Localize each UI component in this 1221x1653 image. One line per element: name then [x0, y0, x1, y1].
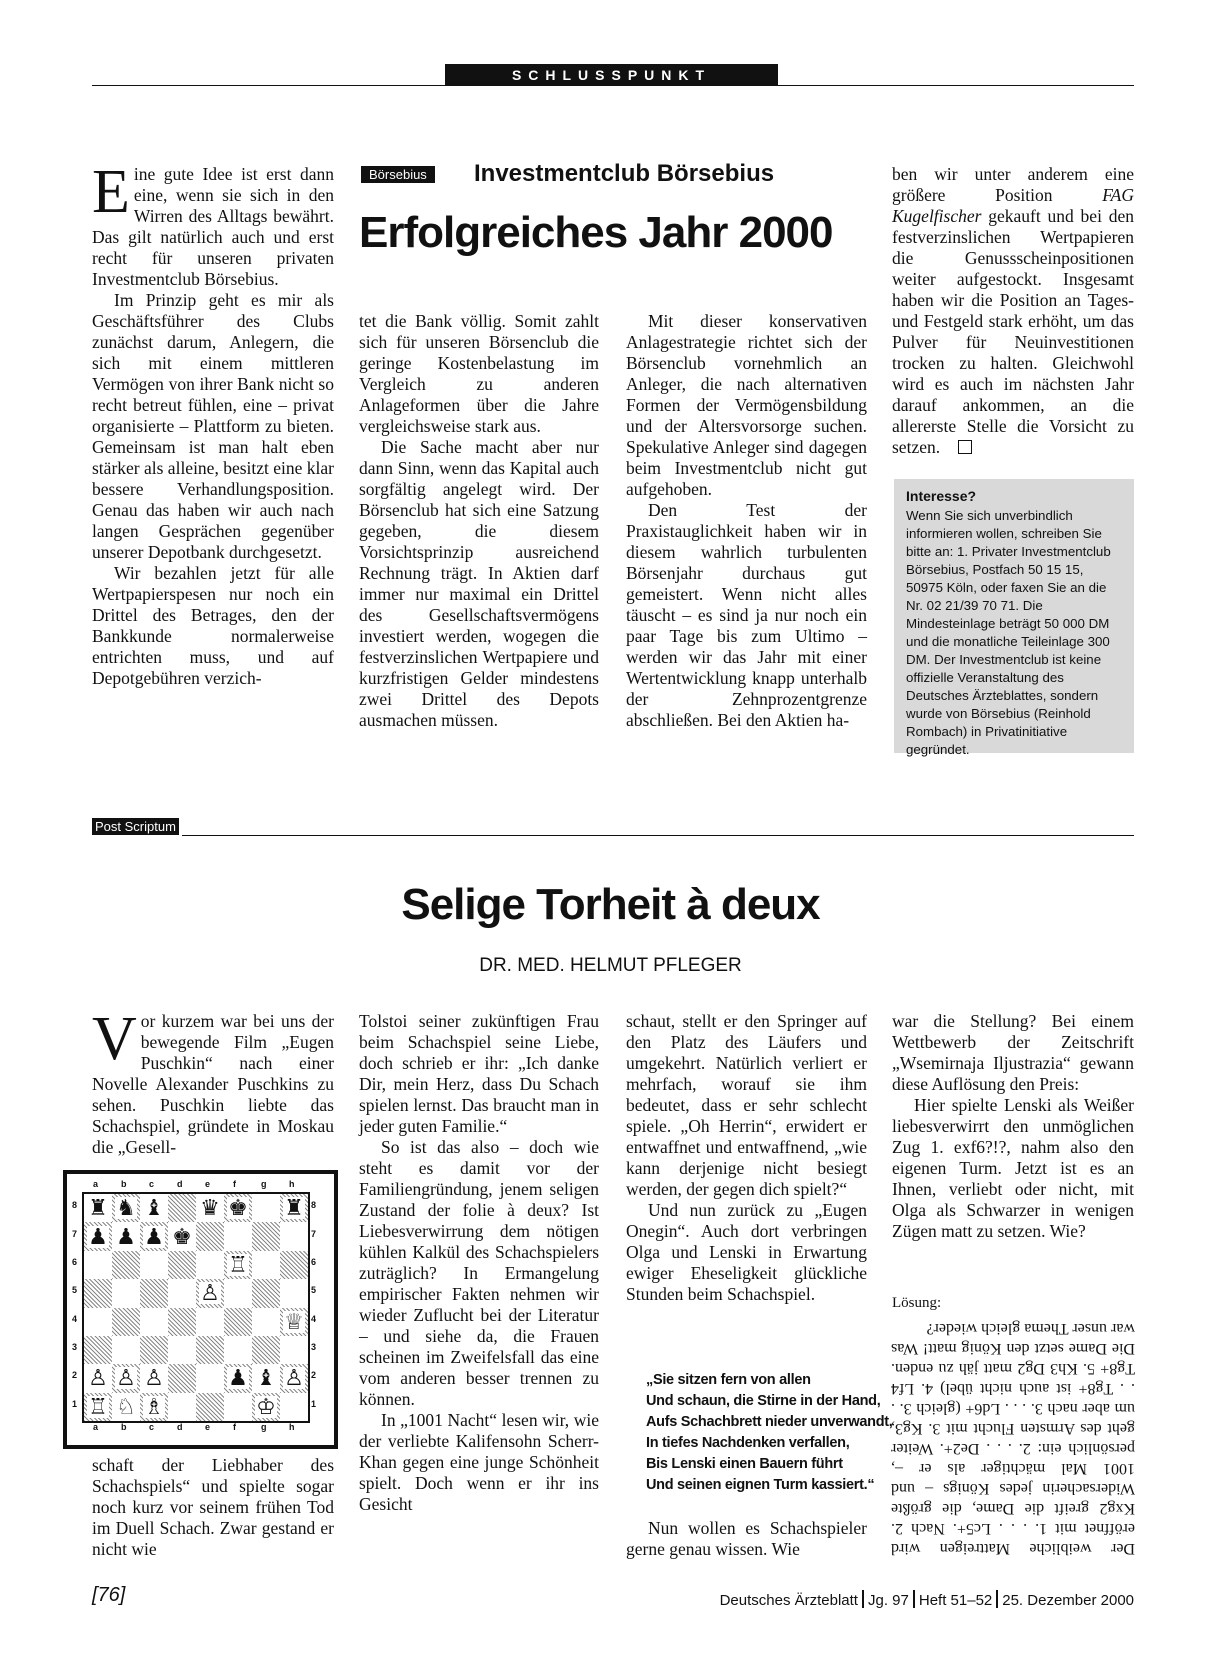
file-label: e: [205, 1179, 211, 1189]
board-square-f7: [224, 1222, 252, 1250]
chess-piece-icon: ♟: [144, 1223, 164, 1249]
journal-name: Deutsches Ärzteblatt: [719, 1592, 858, 1609]
info-text: Wenn Sie sich unverbindlich informieren wollen, schreiben Sie bitte an: 1. Privater Investmentclub Börsebius, Postfach 50 15 15, 50975 Köln, oder faxen Sie an die Nr. 02 21/39 70 71. Die Mindesteinlage beträgt 50 000 DM und die monatliche Teileinlage 300 DM. Der Investmentclub ist keine offizielle Veranstaltung des Deutsches Ärzteblattes, sondern wurde von Börsebius (Reinhold Rombach) in Privatinitiative gegründet.: [906, 508, 1111, 757]
paragraph: Die Sache macht aber nur dann Sinn, wenn das Kapital auch sorgfältig angelegt wird. Der Börsenclub hat sich eine Satzung gegeben, die diesem Vorsichtsprinzip ausreichend Rechnung trägt. In Aktien darf immer nur maximal ein Drittel des Gesellschaftsvermögens investiert werden, wogegen die festverzinslichen Wertpapiere und kurzfristigen Gelder mindestens zwei Drittel des Depots ausmachen müssen.: [359, 437, 599, 730]
info-box: [894, 479, 1134, 757]
poem: [646, 1370, 893, 1496]
section-rule: [182, 835, 1134, 836]
board-square-a2: [84, 1364, 112, 1392]
issue: Heft 51–52: [918, 1592, 993, 1609]
file-label: g: [261, 1422, 267, 1432]
section-label: SCHLUSSPUNKT: [445, 64, 778, 86]
volume: Jg. 97: [867, 1592, 909, 1609]
file-label: a: [93, 1422, 99, 1432]
article2-col1-cont: [92, 1455, 334, 1560]
footer-info: [720, 1590, 1134, 1609]
board-square-e7: [196, 1222, 224, 1250]
chess-piece-icon: ♟: [116, 1223, 136, 1249]
board-square-h5: [280, 1279, 308, 1307]
rank-label: 5: [311, 1285, 317, 1296]
article2-tag: Post Scriptum: [92, 818, 179, 835]
file-label: b: [121, 1179, 127, 1189]
board-square-f4: [224, 1308, 252, 1336]
board-square-h3: [280, 1336, 308, 1364]
poem-line: In tiefes Nachdenken verfallen,: [646, 1435, 850, 1451]
file-label: b: [121, 1422, 127, 1432]
board-square-e5: [196, 1279, 224, 1307]
board-square-a8: [84, 1194, 112, 1222]
board-square-e2: [196, 1364, 224, 1392]
board-square-e4: [196, 1308, 224, 1336]
dropcap: E: [92, 158, 130, 226]
board-square-f8: [224, 1194, 252, 1222]
board-square-g2: [252, 1364, 280, 1392]
article1-col4: [892, 164, 1134, 458]
rank-label: 8: [311, 1200, 317, 1211]
board-square-d1: [168, 1393, 196, 1421]
board-square-a7: [84, 1222, 112, 1250]
board-square-b3: [112, 1336, 140, 1364]
file-label: c: [149, 1179, 155, 1189]
board-square-e6: [196, 1251, 224, 1279]
file-label: f: [233, 1422, 236, 1432]
rank-label: 3: [311, 1342, 317, 1353]
paragraph: tet die Bank völlig. Somit zahlt sich für unseren Börsenclub die geringe Kostenbelastung im Vergleich zu anderen Anlageformen über die Jahre vergleichsweise stark aus.: [359, 311, 599, 436]
board-square-c7: [140, 1222, 168, 1250]
board-square-h1: [280, 1393, 308, 1421]
board-square-b2: [112, 1364, 140, 1392]
board-square-h8: [280, 1194, 308, 1222]
article2-headline: Selige Torheit à deux: [401, 880, 820, 929]
rank-label: 5: [72, 1285, 78, 1296]
board-square-f1: [224, 1393, 252, 1421]
file-label: a: [93, 1179, 99, 1189]
date: 25. Dezember 2000: [1002, 1592, 1134, 1609]
board-square-a3: [84, 1336, 112, 1364]
chess-board: [82, 1192, 310, 1423]
board-square-b7: [112, 1222, 140, 1250]
board-square-a4: [84, 1308, 112, 1336]
rank-label: 7: [311, 1228, 317, 1239]
file-label: d: [177, 1179, 183, 1189]
poem-line: „Sie sitzen fern von allen: [646, 1372, 811, 1388]
chess-piece-icon: ♖: [88, 1393, 108, 1419]
file-label: h: [289, 1422, 295, 1432]
rank-label: 8: [72, 1200, 78, 1211]
board-square-e1: [196, 1393, 224, 1421]
board-square-h6: [280, 1251, 308, 1279]
rank-label: 3: [72, 1342, 78, 1353]
separator: [862, 1590, 864, 1608]
board-square-d8: [168, 1194, 196, 1222]
paragraph: So ist das also – doch wie steht es damit vor der Familiengründung, jenem seligen Zustand der folie à deux? Ist Liebesverwirrung dem nötigen kühlen Kalkül des Schachspielers zuträglich? In Ermangelung empirischer Fakten nehmen wir wieder Zuflucht bei der Literatur – und siehe da, die Frauen scheinen im Zweifelsfall das eine vom anderen besser trennen zu können.: [359, 1137, 599, 1409]
chess-piece-icon: ♞: [116, 1195, 136, 1221]
board-square-e3: [196, 1336, 224, 1364]
chess-piece-icon: ♙: [284, 1365, 304, 1391]
chess-piece-icon: ♙: [144, 1365, 164, 1391]
article1-tag: Börsebius: [361, 166, 435, 183]
board-square-g7: [252, 1222, 280, 1250]
board-square-g5: [252, 1279, 280, 1307]
chess-piece-icon: ♚: [172, 1223, 192, 1249]
rank-label: 1: [72, 1398, 78, 1409]
rank-label: 2: [72, 1370, 78, 1381]
board-square-g6: [252, 1251, 280, 1279]
chess-piece-icon: ♝: [256, 1365, 276, 1391]
board-square-h7: [280, 1222, 308, 1250]
board-square-c1: [140, 1393, 168, 1421]
board-square-f6: [224, 1251, 252, 1279]
end-mark: [958, 440, 972, 454]
rank-label: 6: [311, 1256, 317, 1267]
board-square-d7: [168, 1222, 196, 1250]
chess-piece-icon: ♝: [144, 1195, 164, 1221]
board-square-b5: [112, 1279, 140, 1307]
text: ben wir unter anderem eine größere Position: [892, 164, 1134, 205]
article1-col3: [626, 311, 867, 731]
paragraph: In „1001 Nacht“ lesen wir, wie der verliebte Kalifensohn Scherr-Khan gegen eine junge Schönheit spielt. Doch wenn er ihr ins Gesicht: [359, 1410, 599, 1514]
chess-piece-icon: ♙: [116, 1365, 136, 1391]
board-square-h4: [280, 1308, 308, 1336]
board-square-a1: [84, 1393, 112, 1421]
info-title: Interesse?: [906, 488, 977, 504]
chess-piece-icon: ♗: [144, 1393, 164, 1419]
chess-piece-icon: ♟: [88, 1223, 108, 1249]
article2-col4: [892, 1011, 1134, 1242]
paragraph: Nun wollen es Schachspieler gerne genau wissen. Wie: [626, 1518, 867, 1559]
rank-label: 2: [311, 1370, 317, 1381]
file-label: h: [289, 1179, 295, 1189]
article1-kicker: Investmentclub Börsebius: [474, 160, 775, 187]
board-square-d5: [168, 1279, 196, 1307]
board-square-e8: [196, 1194, 224, 1222]
board-square-a5: [84, 1279, 112, 1307]
company-name: FAG Kugelfischer: [892, 185, 1134, 226]
poem-line: Bis Lenski einen Bauern führt: [646, 1456, 843, 1472]
board-square-f5: [224, 1279, 252, 1307]
paragraph: schaft der Liebhaber des Schachspiels“ und spielte sogar noch kurz vor seinem frühen Tod im Duell Schach. Zwar gestand er nicht wie: [92, 1455, 334, 1559]
article2-col3: [626, 1011, 867, 1305]
rank-label: 4: [311, 1313, 317, 1324]
paragraph: Und nun zurück zu „Eugen Onegin“. Auch dort verbringen Olga und Lenski in Erwartung ewiger Eheseligkeit glückliche Stunden beim Schachspiel.: [626, 1200, 867, 1304]
board-square-d3: [168, 1336, 196, 1364]
file-label: f: [233, 1179, 236, 1189]
paragraph: ine gute Idee ist erst dann eine, wenn sie sich in den Wirren des Alltags bewährt. Das gilt natürlich auch und erst recht für unseren privaten Investmentclub Börsebius.: [92, 164, 334, 289]
board-square-c6: [140, 1251, 168, 1279]
chess-piece-icon: ♖: [228, 1251, 248, 1277]
article2-col1: [92, 1005, 334, 1158]
board-square-d6: [168, 1251, 196, 1279]
file-label: c: [149, 1422, 155, 1432]
board-square-f3: [224, 1336, 252, 1364]
file-label: d: [177, 1422, 183, 1432]
paragraph: Hier spielte Lenski als Weißer liebesverwirrt den unmöglichen Zug 1. exf6?!?, nahm also den eigenen Turm. Jetzt ist es an Ihnen, verliebt oder nicht, mit Olga als Schwarzer in wenigen Zügen matt zu setzen. Wie?: [892, 1095, 1134, 1241]
board-square-b1: [112, 1393, 140, 1421]
board-square-f2: [224, 1364, 252, 1392]
chess-piece-icon: ♘: [116, 1393, 136, 1419]
board-square-d4: [168, 1308, 196, 1336]
separator: [996, 1590, 998, 1608]
chess-piece-icon: ♙: [88, 1365, 108, 1391]
board-square-c2: [140, 1364, 168, 1392]
paragraph: Wir bezahlen jetzt für alle Wertpapierspesen nur noch ein Drittel des Betrages, den der Bankkunde normalerweise entrichten muss, und auf Depotgebühren verzich-: [92, 563, 334, 688]
paragraph: Mit dieser konservativen Anlagestrategie richtet sich der Börsenclub vornehmlich an Anleger, die nach alternativen Formen der Vermögensbildung und der Altersvorsorge suchen. Spekulative Anleger sind dagegen beim Investmentclub nicht gut aufgehoben.: [626, 311, 867, 499]
board-square-b6: [112, 1251, 140, 1279]
article2-col3-cont: [626, 1518, 867, 1560]
separator: [913, 1590, 915, 1608]
board-square-c4: [140, 1308, 168, 1336]
poem-line: Und seinen eignen Turm kassiert.“: [646, 1477, 875, 1493]
paragraph: Im Prinzip geht es mir als Geschäftsführer des Clubs zunächst darum, Anlegern, die sich mit einem mittleren Vermögen von ihrer Bank nicht so recht betreut fühlen, eine – privat organisierte – Plattform zu bieten. Gemeinsam ist man halt eben stärker als alleine, besitzt eine klar bessere Verhandlungsposition. Genau das haben wir auch nach langen Gesprächen gegenüber unserer Depotbank durchgesetzt.: [92, 290, 334, 562]
chess-piece-icon: ♜: [88, 1195, 108, 1221]
article2-col2: [359, 1011, 599, 1515]
board-square-b8: [112, 1194, 140, 1222]
chess-piece-icon: ♜: [284, 1195, 304, 1221]
rank-label: 1: [311, 1398, 317, 1409]
board-square-c5: [140, 1279, 168, 1307]
article1-col1: [92, 158, 334, 689]
board-square-g4: [252, 1308, 280, 1336]
board-square-c3: [140, 1336, 168, 1364]
rank-label: 4: [72, 1313, 78, 1324]
article1-headline: Erfolgreiches Jahr 2000: [359, 208, 833, 257]
author: DR. MED. HELMUT PFLEGER: [479, 955, 742, 976]
chess-piece-icon: ♔: [256, 1393, 276, 1419]
poem-line: Und schaun, die Stirne in der Hand,: [646, 1393, 881, 1409]
rank-label: 6: [72, 1256, 78, 1267]
file-label: e: [205, 1422, 211, 1432]
paragraph: schaut, stellt er den Springer auf den Platz des Läufers und umgekehrt. Natürlich verliert er mehrfach, worauf sie ihm bedeutet, dass er sehr schlecht spiele. „Oh Herrin“, erwidert er entwaffnet und entwaffnend, „wie kann derjenige nicht besiegt werden, der gegen dich spielt?“: [626, 1011, 867, 1199]
dropcap: V: [92, 1005, 137, 1073]
chess-piece-icon: ♕: [284, 1308, 304, 1334]
solution-label: Lösung:: [892, 1295, 942, 1311]
file-label: g: [261, 1179, 267, 1189]
board-square-d2: [168, 1364, 196, 1392]
chess-piece-icon: ♟: [228, 1365, 248, 1391]
poem-line: Aufs Schachbrett nieder unverwandt,: [646, 1414, 893, 1430]
board-square-a6: [84, 1251, 112, 1279]
chess-piece-icon: ♚: [228, 1195, 248, 1221]
rank-label: 7: [72, 1228, 78, 1239]
paragraph: war die Stellung? Bei einem Wettbewerb der Zeitschrift „Wsemirnaja Iljustrazia“ gewann diese Auflösung den Preis:: [892, 1011, 1134, 1094]
solution-text-upside-down: Der weibliche Mattreigen wird eröffnet mit 1. . . . Lc5+. Nach 2. Kxg2 greift die Dame, die größte Widersacherin jedes Königs – und 1001 Mal mächtiger als er –, persönlich ein: 2. . . . De2+. Weiter geht des Armsten Flucht mit 3. Kg3, um aber nach 3. . . . Ld6+ (gleich 3. . . . Tg8+ ist auch nicht übel) 4. Lf4 Tg8+ 5. Kh3 Dg2 matt jäh zu enden. Die Dame setzt den König matt! Was war unser Thema gleich wieder?: [891, 1320, 1135, 1557]
page-number: [76]: [92, 1584, 126, 1606]
paragraph: or kurzem war bei uns der bewegende Film „Eugen Puschkin“ nach einer Novelle Alexander Puschkins zu sehen. Puschkin liebte das Schachspiel, gründete in Moskau die „Gesell-: [92, 1011, 334, 1157]
board-square-c8: [140, 1194, 168, 1222]
paragraph: Tolstoi seiner zukünftigen Frau beim Schachspiel seine Liebe, doch schrieb er ihr: „Ich danke Dir, mein Herz, dass Du Schach spielen lernst. Das braucht man in jeder guten Familie.“: [359, 1011, 599, 1136]
board-square-h2: [280, 1364, 308, 1392]
board-square-b4: [112, 1308, 140, 1336]
chess-piece-icon: ♛: [200, 1195, 220, 1221]
article1-col2: [359, 311, 599, 731]
chess-piece-icon: ♙: [200, 1280, 220, 1306]
board-square-g3: [252, 1336, 280, 1364]
board-square-g8: [252, 1194, 280, 1222]
text: gekauft und bei den festverzinslichen Wertpapieren die Genussscheinpositionen weiter aufgestockt. Insgesamt haben wir die Position an Tages- und Festgeld stark erhöht, um das Pulver für Neuinvestitionen trocken zu halten. Gleichwohl wird es auch im nächsten Jahr darauf ankommen, an die allererste Stelle die Vorsicht zu setzen.: [892, 206, 1134, 457]
board-square-g1: [252, 1393, 280, 1421]
paragraph: Den Test der Praxistauglichkeit haben wir in diesem wahrlich turbulenten Börsenjahr durchaus gut gemeistert. Wenn nicht alles täuscht – es sind ja nur noch ein paar Tage bis zum Ultimo – werden wir das Jahr mit einer Wertentwicklung knapp unterhalb der Zehnprozentgrenze abschließen. Bei den Aktien ha-: [626, 500, 867, 730]
